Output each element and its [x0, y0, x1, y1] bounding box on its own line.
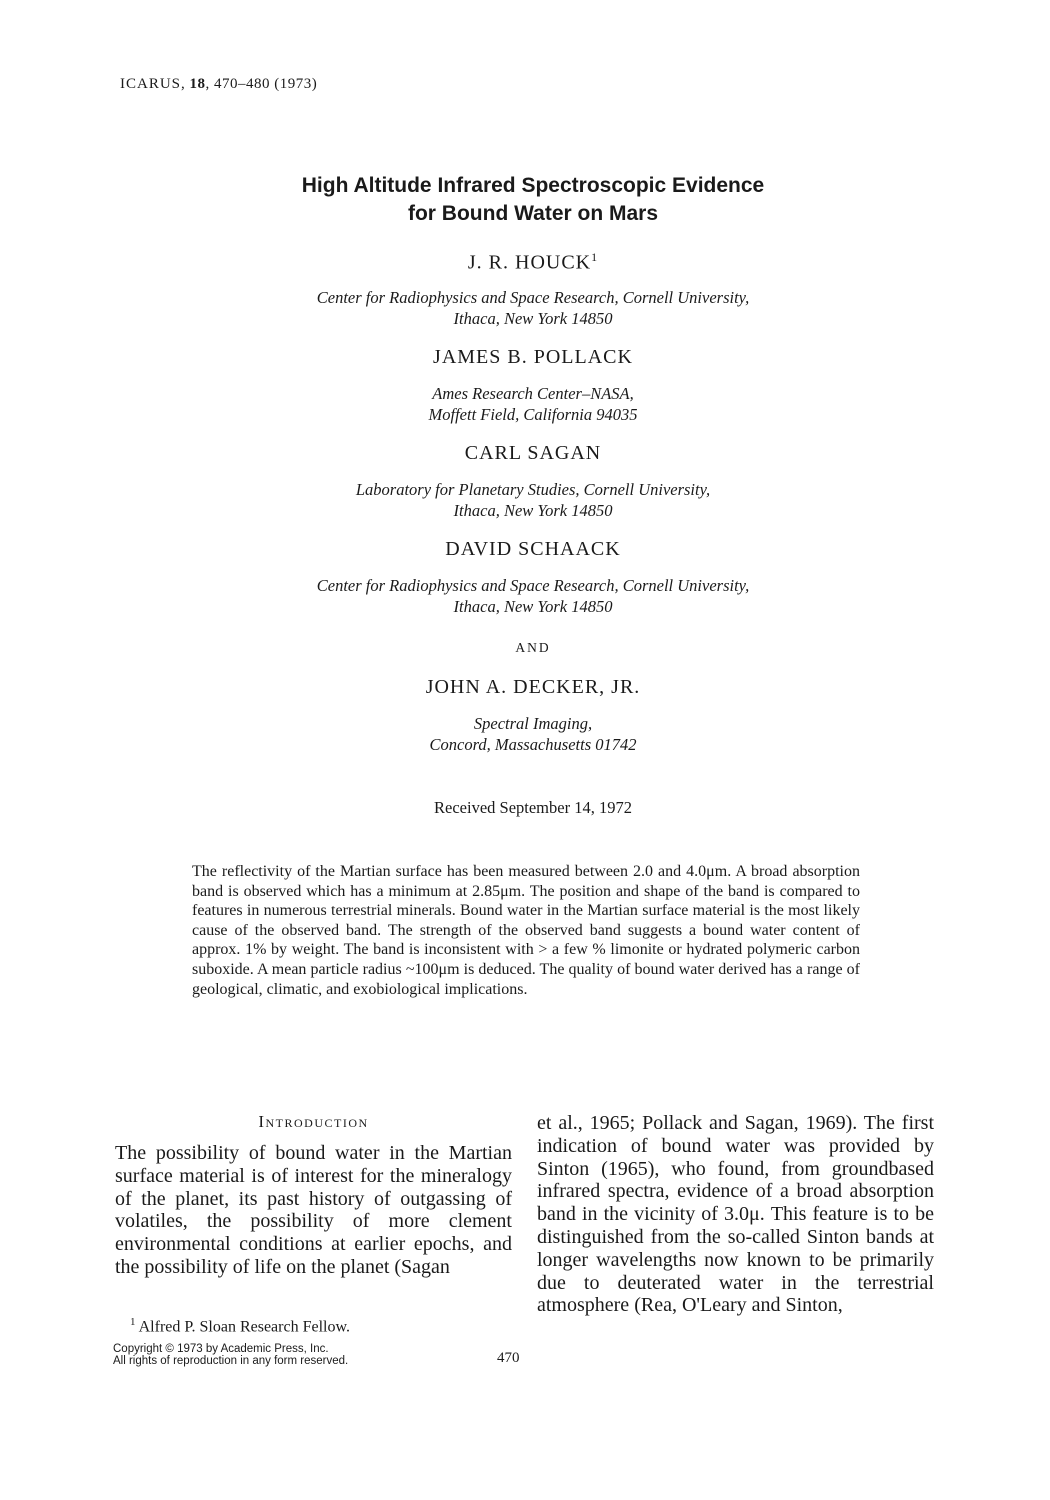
author-affiliation: Center for Radiophysics and Space Research, Cornell University, Ithaca, New York 14850 — [316, 288, 750, 328]
received-date: Received September 14, 1972 — [434, 798, 632, 817]
body-column-right: et al., 1965; Pollack and Sagan, 1969). The first indication of bound water was provided by Sinton (1965), who found, from groundbased infrared spectra, evidence of a broad absorption band in the vicinity of 3.0μ. This feature is to be distinguished from the so-called Sinton bands at longer wavelengths now known to be primarily due to deuterated water in the terrestrial atmosphere (Rea, O'Leary and Sinton, — [537, 1112, 934, 1317]
title-line-2: for Bound Water on Mars — [407, 202, 659, 225]
section-heading-introduction: Introduction — [258, 1112, 369, 1131]
journal-name: ICARUS — [120, 76, 182, 92]
footnote-mark: 1 — [130, 1316, 136, 1328]
author-affiliation: Ames Research Center–NASA, Moffett Field, California 94035 — [428, 384, 638, 424]
page-number: 470 — [497, 1350, 520, 1366]
paper-title — [0, 172, 1050, 228]
journal-header: ICARUS, 18, 470–480 (1973) — [120, 76, 318, 92]
footnote — [130, 1316, 350, 1336]
author-name: JOHN A. DECKER, JR. — [425, 676, 641, 698]
body-column-left: The possibility of bound water in the Martian surface material is of interest for the mineralogy of the planet, its past history of outgassing of volatiles, the possibility of more clement environmental conditions at earlier epochs, and the possibility of life on the planet (Sagan — [115, 1142, 512, 1278]
author-name: DAVID SCHAACK — [445, 538, 621, 560]
footnote-text: Alfred P. Sloan Research Fellow. — [138, 1318, 350, 1336]
title-line-1: High Altitude Infrared Spectroscopic Evidence — [301, 174, 765, 197]
author-affiliation: Center for Radiophysics and Space Research, Cornell University, Ithaca, New York 14850 — [316, 576, 750, 616]
author-name: JAMES B. POLLACK — [433, 346, 633, 368]
copyright-notice: Copyright © 1973 by Academic Press, Inc. All rights of reproduction in any form reserved. — [113, 1343, 349, 1367]
and-separator: AND — [515, 640, 551, 655]
author-affiliation: Spectral Imaging, Concord, Massachusetts 01742 — [429, 714, 637, 754]
author-footnote-mark: 1 — [591, 250, 599, 264]
author-affiliation: Laboratory for Planetary Studies, Cornell University, Ithaca, New York 14850 — [355, 480, 711, 520]
author-name-text: J. R. HOUCK — [467, 251, 592, 274]
abstract: The reflectivity of the Martian surface has been measured between 2.0 and 4.0μm. A broad absorption band is observed which has a minimum at 2.85μm. The position and shape of the band is compared to features in numerous terrestrial minerals. Bound water in the Martian surface material is the most likely cause of the observed band. The strength of the observed band suggests a bound water content of approx. 1% by weight. The band is inconsistent with > a few % limonite or hydrated polymeric carbon suboxide. A mean particle radius ~100μm is deduced. The quality of bound water derived has a range of geological, climatic, and exobiological implications. — [192, 863, 860, 998]
journal-volume: 18 — [189, 76, 206, 92]
journal-pages-year: 470–480 (1973) — [214, 76, 318, 92]
author-name: CARL SAGAN — [464, 442, 602, 464]
author-name — [0, 250, 1050, 275]
